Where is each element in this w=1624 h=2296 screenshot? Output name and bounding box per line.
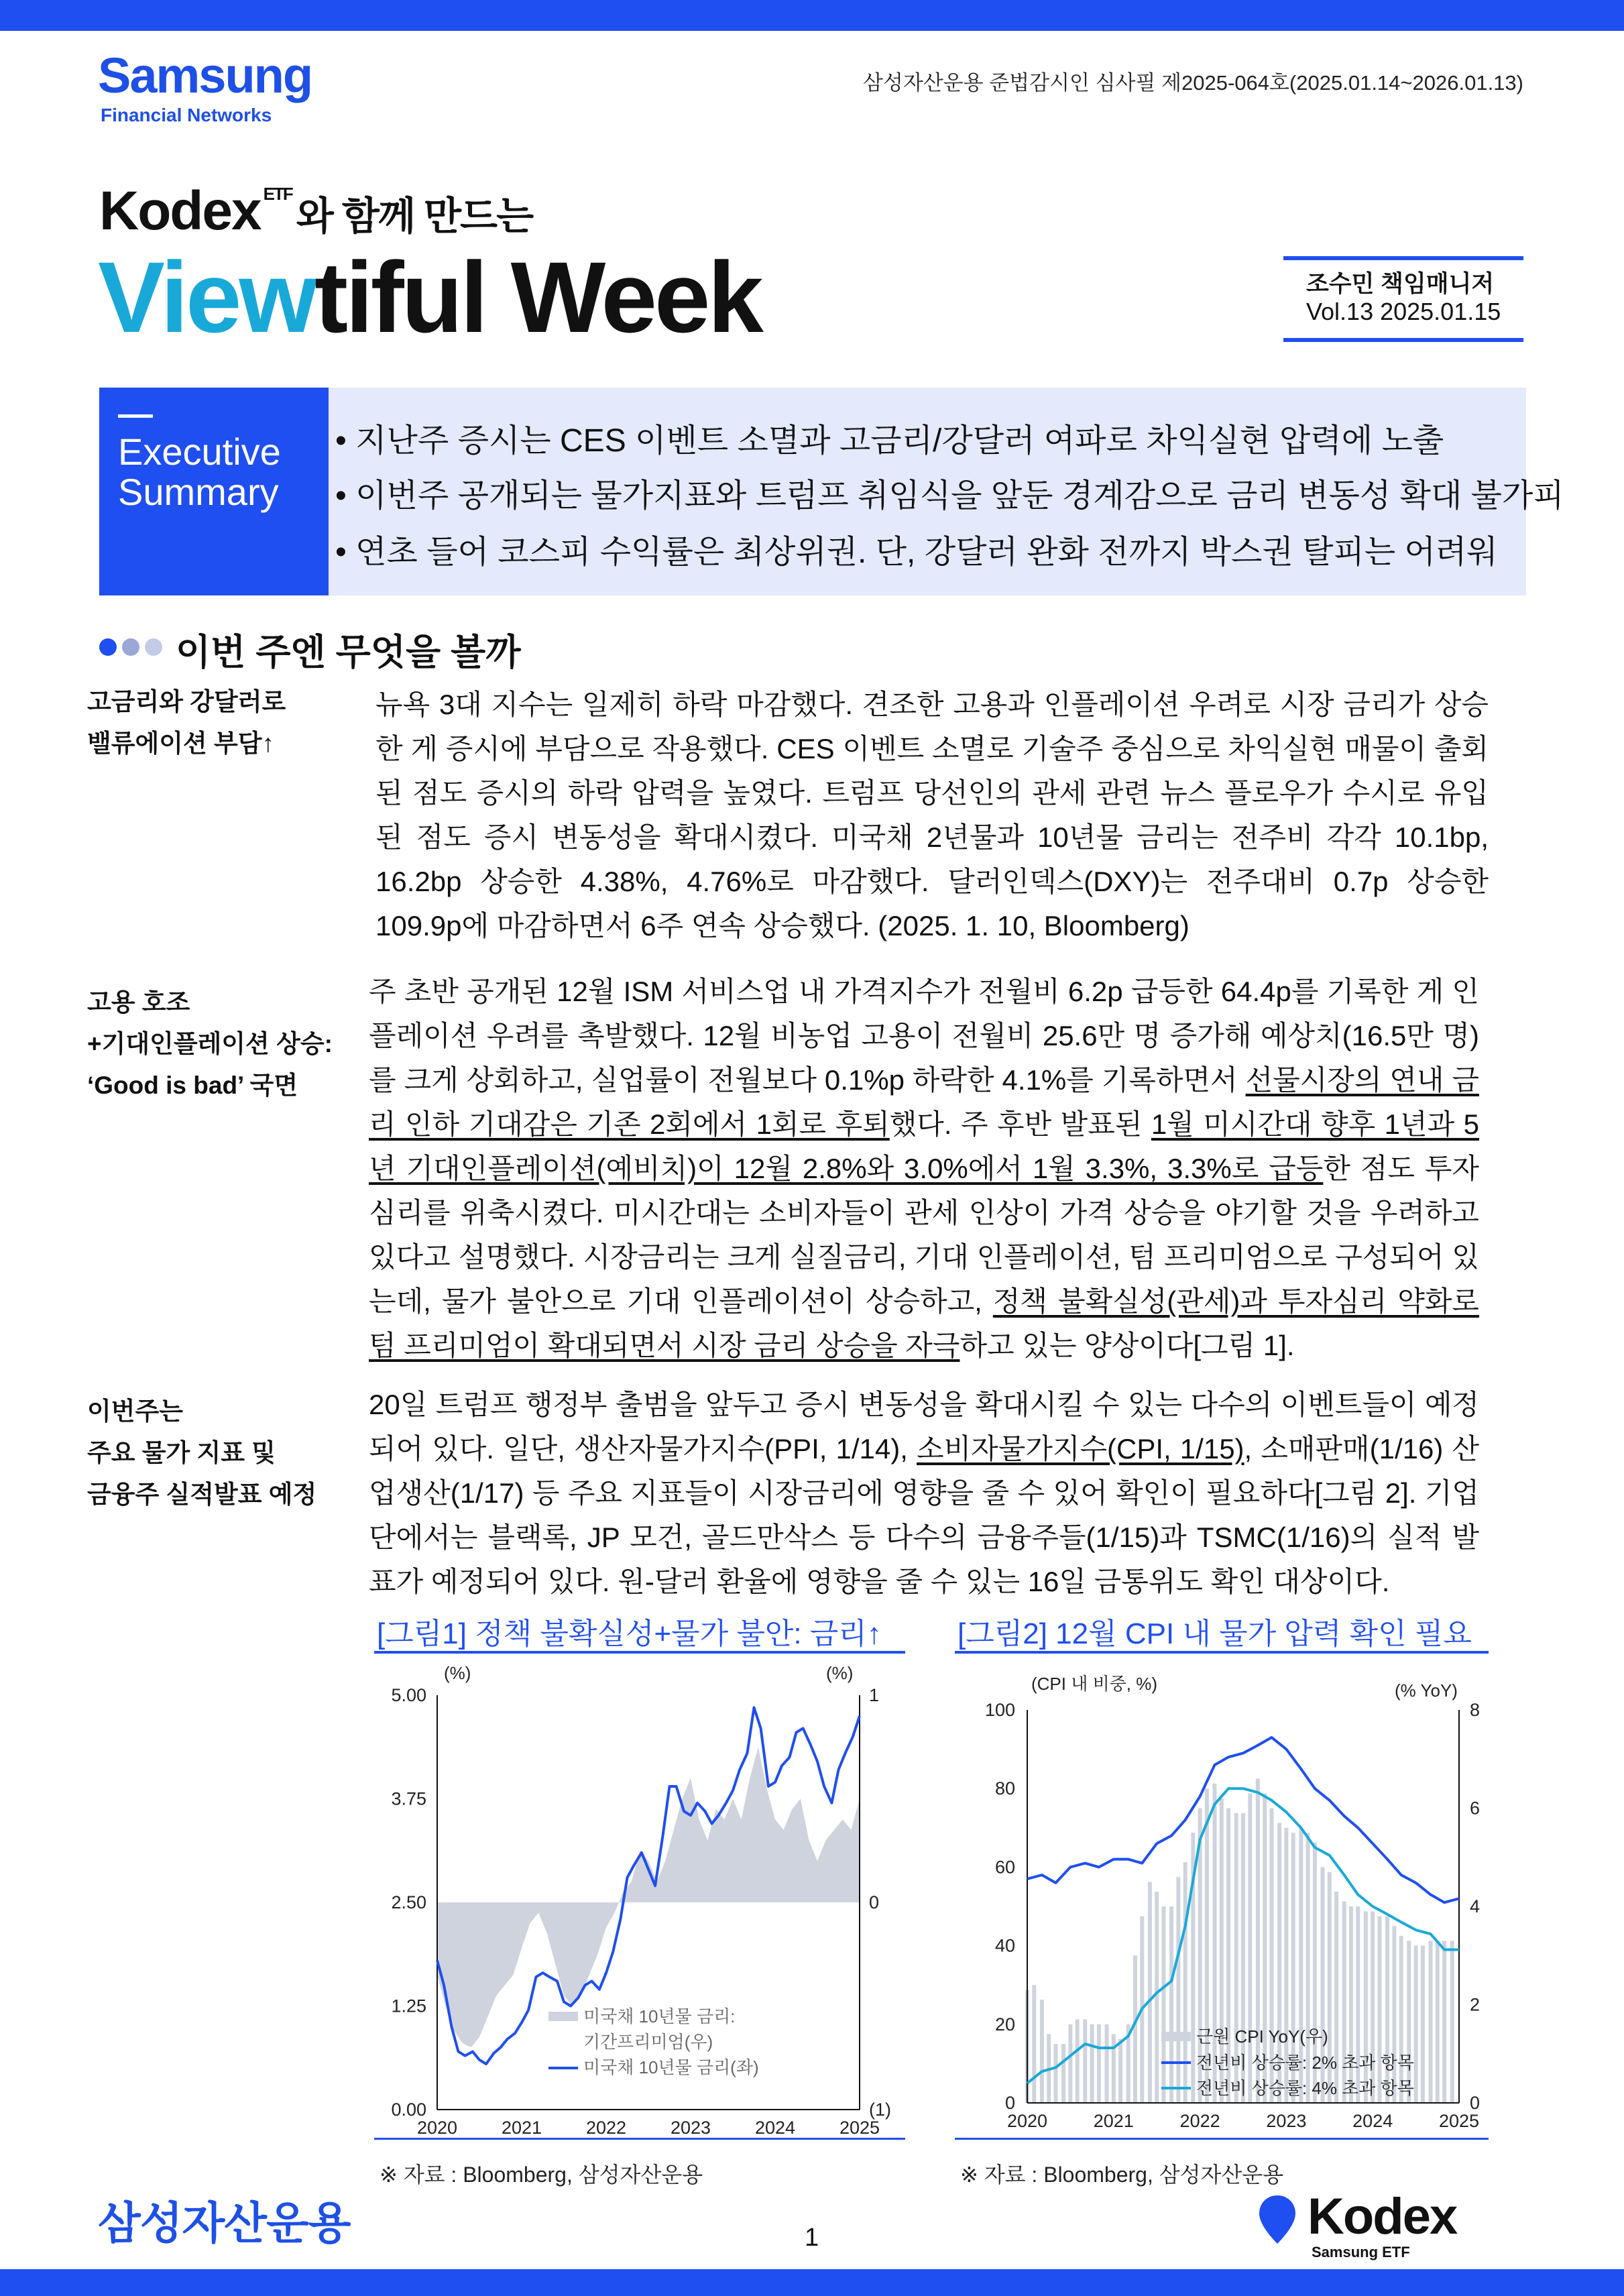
y-tick-label-left: 20 bbox=[994, 2014, 1015, 2034]
legend-2pct: 전년비 상승률: 2% 초과 항목 bbox=[1196, 2053, 1414, 2073]
section-dot-icon bbox=[145, 638, 162, 656]
core-cpi-bar bbox=[1032, 1985, 1036, 2103]
title-rest: tiful Week bbox=[314, 241, 761, 353]
underlined-emphasis: 선물시장의 연내 금리 인하 기대감은 기존 2회에서 1회로 후퇴 bbox=[369, 1064, 1479, 1140]
core-cpi-bar bbox=[1076, 2019, 1080, 2103]
core-cpi-bar bbox=[1450, 1941, 1454, 2103]
x-tick-label: 2023 bbox=[1266, 2111, 1307, 2131]
executive-summary-label: Executive Summary bbox=[118, 431, 281, 513]
viewtiful-week-title bbox=[98, 241, 761, 353]
chart-1-term-premium bbox=[362, 1656, 912, 2152]
kodex-word: Kodex bbox=[99, 180, 261, 241]
kodex-logo-subtitle: Samsung ETF bbox=[1312, 2244, 1410, 2260]
core-cpi-bar bbox=[1442, 1941, 1446, 2103]
core-cpi-bar bbox=[1090, 2024, 1094, 2103]
samsung-logo: Samsung bbox=[98, 48, 312, 103]
core-cpi-bar bbox=[1068, 2024, 1072, 2103]
bottom-accent-bar bbox=[0, 2269, 1624, 2296]
legend-term-premium-line1: 미국채 10년물 금리: bbox=[583, 2006, 736, 2026]
core-cpi-bar bbox=[1436, 1941, 1440, 2103]
summary-item: • 연초 들어 코스피 수익률은 최상위권. 단, 강달러 완화 전까지 박스권 탈피는 어려워 bbox=[335, 534, 1498, 570]
chart-1-right-unit: (%) bbox=[826, 1663, 854, 1683]
y-tick-label-left: 5.00 bbox=[391, 1685, 426, 1705]
term-premium-area bbox=[437, 1747, 860, 2047]
core-cpi-bar bbox=[1414, 1946, 1418, 2103]
x-tick-label: 2022 bbox=[585, 2118, 627, 2138]
section-title: 이번 주엔 무엇을 볼까 bbox=[176, 632, 521, 673]
samsung-asset-logo: 삼성자산운용 bbox=[98, 2198, 351, 2248]
core-cpi-bar bbox=[1385, 1916, 1389, 2103]
core-cpi-bar bbox=[1097, 2024, 1101, 2103]
paragraph-2: 주 초반 공개된 12월 ISM 서비스업 내 가격지수가 전월비 6.2p 급등한 64.4p를 기록한 게 인플레이션 우려를 촉발했다. 12월 비농업 고용이 전월비 25.6만 명 증가해 예상치(16.5만 명)를 크게 상회하고, 실업률이 전월보다 0.1%p 하락한 4.1%를 기록하면서 선물시장의 연내 금리 인하 기대감은 기존 2회에서 1회로 후퇴했다. 주 후반 발표된 1월 미시간대 향후 1년과 5년 기대인플레이션(예비치)이 12월 2.8%와 3.0%에서 1월 3.3%, 3.3%로 급등한 점도 투자심리를 위축시켰다. 미시간대는 소비자들이 관세 인상이 가격 상승을 야기할 것을 우려하고 있다고 설명했다. 시장금리는 크게 실질금리, 기대 인플레이션, 텀 프리미엄으로 구성되어 있는데, 물가 불안으로 기대 인플레이션이 상승하고, 정책 불확실성(관세)과 투자심리 약화로 텀 프리미엄이 확대되면서 시장 금리 상승을 자극하고 있는 양상이다[그림 1]. bbox=[369, 976, 1479, 1361]
x-tick-label: 2024 bbox=[1352, 2111, 1393, 2131]
y-tick-label-left: 0 bbox=[1004, 2093, 1015, 2113]
figure-2-title: [그림2] 12월 CPI 내 물가 압력 확인 필요 bbox=[958, 1617, 1472, 1650]
core-cpi-bar bbox=[1133, 1955, 1137, 2103]
kodex-pin-icon bbox=[1257, 2193, 1298, 2248]
chart-1-left-unit: (%) bbox=[444, 1663, 471, 1683]
y-tick-label-right: 6 bbox=[1470, 1798, 1481, 1819]
core-cpi-bar bbox=[1054, 2044, 1058, 2103]
core-cpi-bar bbox=[1148, 1882, 1152, 2103]
term-premium-area-series bbox=[437, 1747, 860, 2047]
core-cpi-bar bbox=[1118, 2039, 1122, 2103]
title-view: View bbox=[98, 241, 315, 353]
figure-1-title-rule bbox=[374, 1651, 905, 1654]
y-tick-label-left: 100 bbox=[984, 1700, 1015, 1720]
title-with-text: 와 함께 만드는 bbox=[296, 194, 533, 238]
legend-4pct: 전년비 상승률: 4% 초과 항목 bbox=[1196, 2078, 1414, 2098]
core-cpi-bar bbox=[1371, 1911, 1375, 2103]
y-tick-label-left: 60 bbox=[994, 1857, 1015, 1878]
chart-2-left-unit: (CPI 내 비중, %) bbox=[1031, 1674, 1158, 1694]
section-dot-icon bbox=[122, 638, 139, 656]
core-cpi-bar bbox=[1040, 2000, 1044, 2103]
y-tick-label-right: 0 bbox=[869, 1892, 880, 1912]
y-tick-label-left: 2.50 bbox=[391, 1892, 426, 1912]
samsung-logo-subtitle: Financial Networks bbox=[101, 105, 272, 125]
side-heading-1: 고금리와 강달러로 밸류에이션 부담↑ bbox=[87, 688, 286, 757]
legend-core-cpi: 근원 CPI YoY(우) bbox=[1196, 2026, 1328, 2047]
x-tick-label: 2025 bbox=[1438, 2111, 1480, 2131]
page-number: 1 bbox=[805, 2224, 819, 2252]
core-cpi-bar bbox=[1061, 2044, 1065, 2103]
y-tick-label-left: 3.75 bbox=[391, 1788, 426, 1809]
side-heading-2: 고용 호조 +기대인플레이션 상승: ‘Good is bad’ 국면 bbox=[87, 988, 333, 1099]
paragraph-3: 20일 트럼프 행정부 출범을 앞두고 증시 변동성을 확대시킬 수 있는 다수의 이벤트들이 예정되어 있다. 일단, 생산자물가지수(PPI, 1/14), 소비자물가지수(CPI, 1/15), 소매판매(1/16) 산업생산(1/17) 등 주요 지표들이 시장금리에 영향을 줄 수 있어 확인이 필요하다[그림 2]. 기업단에서는 블랙록, JP 모건, 골드만삭스 등 다수의 금융주들(1/15)과 TSMC(1/16)의 실적 발표가 예정되어 있다. 원-달러 환율에 영향을 줄 수 있는 16일 금통위도 확인 대상이다. bbox=[369, 1389, 1479, 1597]
compliance-approval-text: 삼성자산운용 준법감시인 심사필 제2025-064호(2025.01.14~2026.01.13) bbox=[862, 71, 1523, 95]
core-cpi-bar bbox=[1112, 2034, 1116, 2103]
figure-2-title-rule bbox=[955, 1651, 1489, 1654]
y-tick-label-right: 8 bbox=[1470, 1700, 1481, 1720]
x-tick-label: 2023 bbox=[670, 2118, 711, 2138]
section-dot-icon bbox=[99, 638, 117, 656]
executive-summary-dash bbox=[118, 414, 153, 418]
core-cpi-bar bbox=[1169, 1906, 1173, 2103]
core-cpi-bar bbox=[1349, 1906, 1353, 2103]
y-tick-label-left: 0.00 bbox=[391, 2100, 426, 2120]
volume-date: Vol.13 2025.01.15 bbox=[1306, 298, 1501, 325]
side-heading-3: 이번주는 주요 물가 지표 및 금융주 실적발표 예정 bbox=[87, 1397, 317, 1508]
legend-term-premium-line2: 기간프리미엄(우) bbox=[583, 2032, 713, 2052]
manager-name: 조수민 책임매니저 bbox=[1306, 271, 1495, 297]
core-cpi-bar bbox=[1155, 1892, 1159, 2103]
y-tick-label-right: 0 bbox=[1470, 2093, 1481, 2113]
x-tick-label: 2020 bbox=[1006, 2111, 1048, 2131]
paragraph-1: 뉴욕 3대 지수는 일제히 하락 마감했다. 견조한 고용과 인플레이션 우려로 시장 금리가 상승한 게 증시에 부담으로 작용했다. CES 이벤트 소멸로 기술주 중심으로 차익실현 매물이 출회된 점도 증시의 하락 압력을 높였다. 트럼프 당선인의 관세 관련 뉴스 플로우가 수시로 유입된 점도 증시 변동성을 확대시켰다. 미국채 2년물과 10년물 금리는 전주비 각각 10.1bp, 16.2bp 상승한 4.38%, 4.76%로 마감했다. 달러인덱스(DXY)는 전주대비 0.7p 상승한 109.9p에 마감하면서 6주 연속 상승했다. (2025. 1. 10, Bloomberg) bbox=[375, 689, 1489, 941]
core-cpi-bar bbox=[1183, 1862, 1187, 2103]
figure-1-source: ※ 자료 : Bloomberg, 삼성자산운용 bbox=[380, 2163, 703, 2187]
underlined-emphasis: 소비자물가지수(CPI, 1/15) bbox=[917, 1433, 1244, 1465]
legend-swatch-term-premium bbox=[548, 2012, 578, 2021]
x-tick-label: 2020 bbox=[416, 2118, 458, 2138]
x-tick-label: 2022 bbox=[1179, 2111, 1220, 2131]
core-cpi-bar bbox=[1356, 1906, 1360, 2103]
y-tick-label-left: 80 bbox=[994, 1778, 1015, 1799]
x-tick-label: 2021 bbox=[501, 2118, 542, 2138]
y-tick-label-right: 4 bbox=[1470, 1896, 1481, 1916]
kodex-title bbox=[99, 180, 532, 243]
etf-superscript: ETF bbox=[263, 184, 292, 204]
x-tick-label: 2025 bbox=[839, 2118, 880, 2138]
x-tick-label: 2021 bbox=[1093, 2111, 1134, 2131]
core-cpi-bar bbox=[1428, 1941, 1432, 2103]
core-cpi-bar bbox=[1364, 1911, 1368, 2103]
y-tick-label-right: 2 bbox=[1470, 1994, 1481, 2015]
x-tick-label: 2024 bbox=[754, 2118, 796, 2138]
summary-item: • 지난주 증시는 CES 이벤트 소멸과 고금리/강달러 여파로 차익실현 압력에 노출 bbox=[335, 423, 1444, 459]
figure-2-bottom-rule bbox=[955, 2138, 1489, 2140]
chart-2-right-unit: (% YoY) bbox=[1395, 1680, 1458, 1701]
y-tick-label-left: 1.25 bbox=[391, 1996, 426, 2016]
underlined-emphasis: 1월 미시간대 향후 1년과 5년 기대인플레이션(예비치)이 12월 2.8%와 3.0%에서 1월 3.3%, 3.3%로 급등 bbox=[369, 1108, 1479, 1184]
y-tick-label-right: 1 bbox=[869, 1685, 880, 1705]
core-cpi-bar bbox=[1104, 2024, 1108, 2103]
legend-ust10y: 미국채 10년물 금리(좌) bbox=[583, 2057, 759, 2077]
chart-2-cpi-breadth bbox=[952, 1663, 1502, 2152]
core-cpi-bar bbox=[1162, 1906, 1166, 2103]
core-cpi-bar bbox=[1421, 1946, 1425, 2103]
core-cpi-bar bbox=[1378, 1916, 1382, 2103]
figure-1-bottom-rule bbox=[374, 2138, 905, 2140]
core-cpi-bar bbox=[1176, 1877, 1180, 2103]
summary-item: • 이번주 공개되는 물가지표와 트럼프 취임식을 앞둔 경계감으로 금리 변동성 확대 불가피 bbox=[335, 478, 1564, 514]
legend-swatch-core-cpi bbox=[1161, 2032, 1191, 2041]
y-tick-label-left: 40 bbox=[994, 1935, 1015, 1956]
kodex-logo: Kodex bbox=[1308, 2188, 1457, 2245]
core-cpi-bar bbox=[1083, 2019, 1087, 2103]
figure-2-source: ※ 자료 : Bloomberg, 삼성자산운용 bbox=[960, 2163, 1284, 2187]
top-accent-bar bbox=[0, 0, 1624, 31]
y-tick-label-right: (1) bbox=[869, 2100, 891, 2120]
underlined-emphasis: 정책 불확실성(관세)과 투자심리 약화로 텀 프리미엄이 확대되면서 시장 금리 상승을 자극 bbox=[369, 1285, 1479, 1361]
core-cpi-bar bbox=[1392, 1926, 1396, 2103]
figure-1-title: [그림1] 정책 불확실성+물가 불안: 금리↑ bbox=[377, 1617, 882, 1650]
